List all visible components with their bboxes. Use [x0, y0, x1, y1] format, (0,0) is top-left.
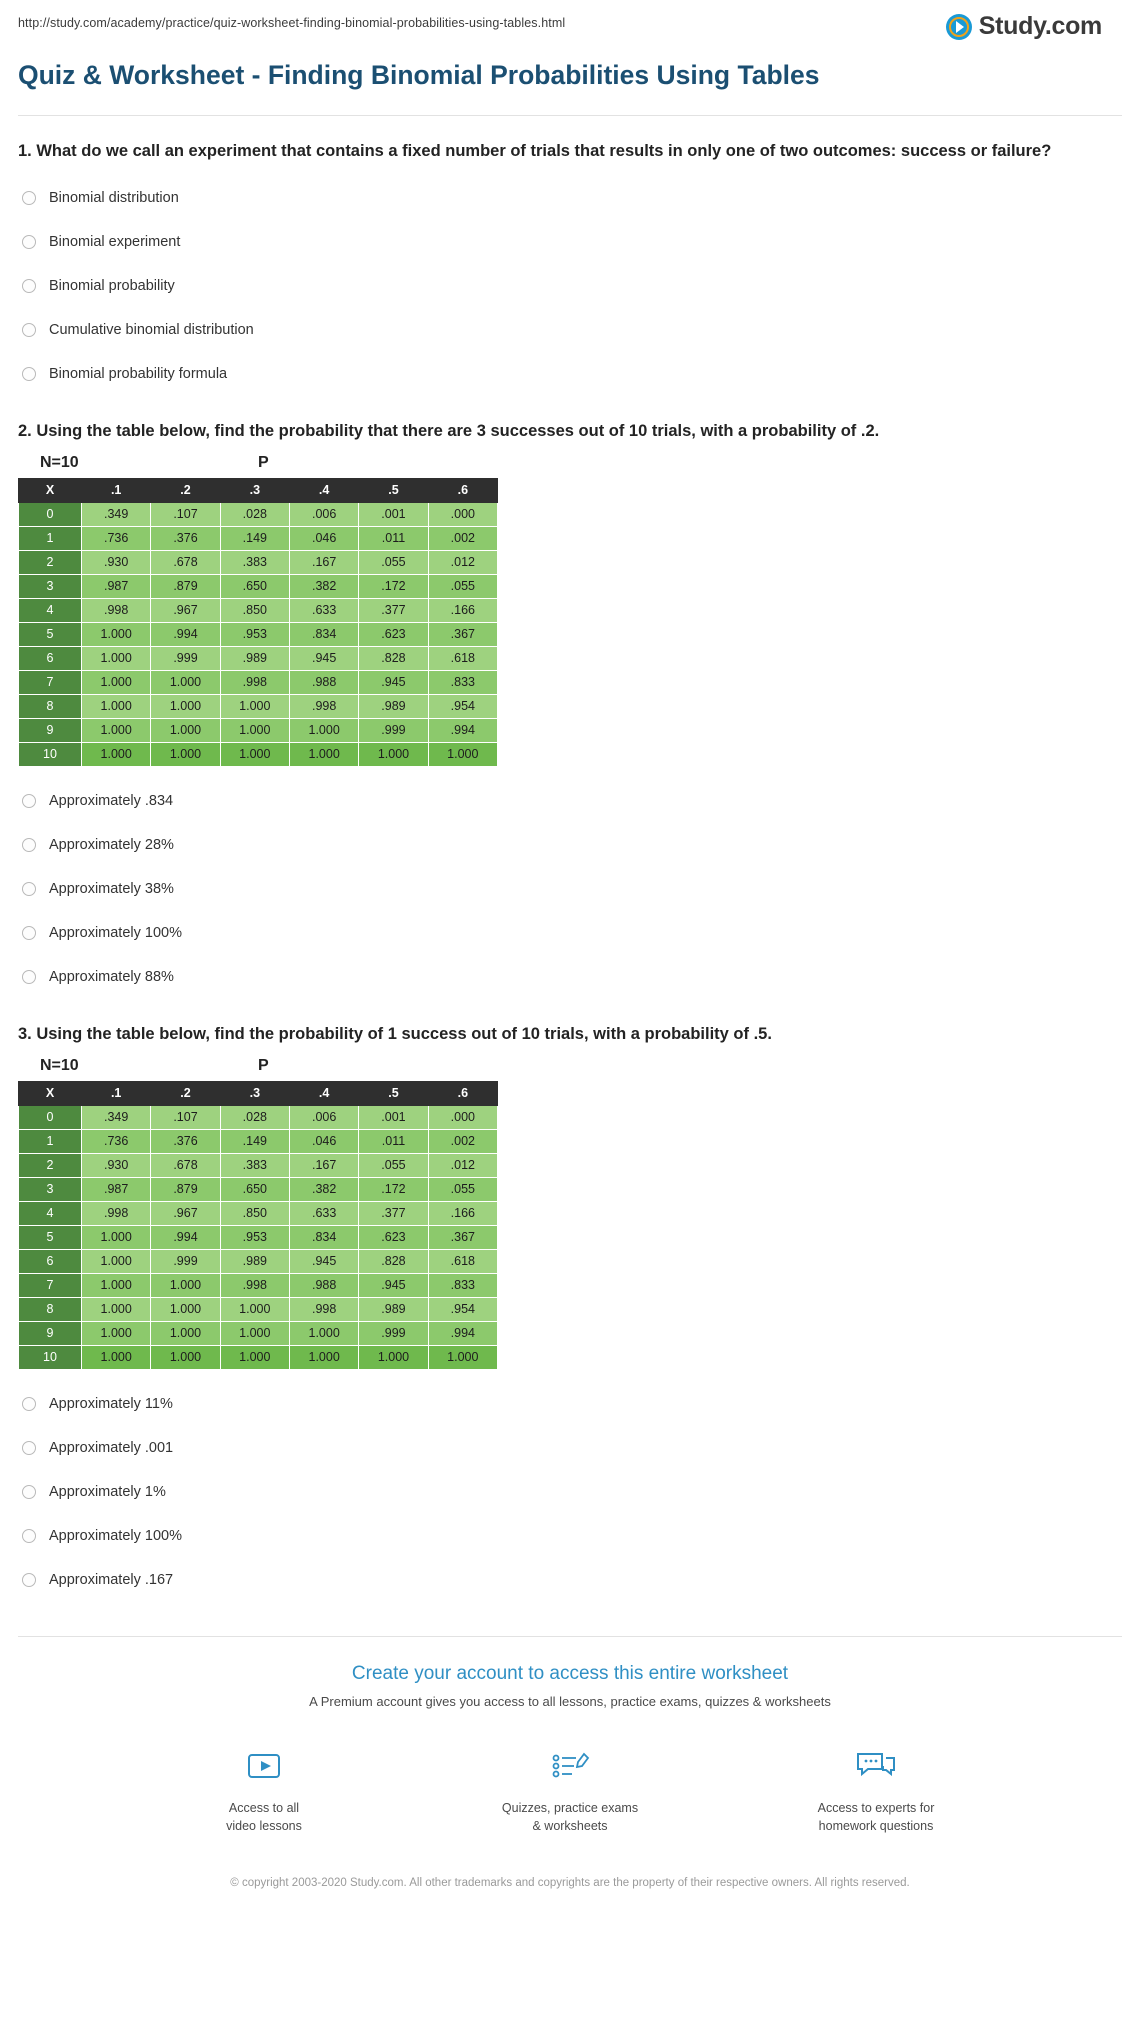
option-label: Approximately .001 [49, 1439, 174, 1456]
table-cell-value: .850 [220, 1201, 289, 1225]
table-cell-value: .046 [289, 1129, 358, 1153]
table-cell-value: .834 [289, 1225, 358, 1249]
promo-caption: Access to experts for homework questions [817, 1800, 935, 1833]
table-cell-value: 1.000 [82, 1321, 151, 1345]
table-cell-value: 1.000 [82, 718, 151, 742]
table-cell-value: .383 [220, 550, 289, 574]
table-cell-value: .167 [289, 1153, 358, 1177]
question-3 [18, 1023, 1122, 1602]
table-cell-value: .945 [359, 670, 428, 694]
question-1 [18, 140, 1122, 396]
table-cell-value: 1.000 [428, 1345, 497, 1369]
binomial-probability-table [18, 1081, 498, 1370]
table-body [19, 502, 498, 766]
table-cell-value: .377 [359, 1201, 428, 1225]
table-cell-x: 1 [19, 1129, 82, 1153]
column-header: .5 [359, 478, 428, 502]
table-cell-value: .650 [220, 574, 289, 598]
table-cell-x: 4 [19, 1201, 82, 1225]
table-cell-value: .989 [359, 694, 428, 718]
table-cell-x: 10 [19, 742, 82, 766]
promo-title[interactable]: Create your account to access this entire worksheet [351, 1662, 789, 1684]
table-cell-value: 1.000 [82, 694, 151, 718]
table-cell-value: 1.000 [151, 1273, 220, 1297]
table-cell-x: 0 [19, 1105, 82, 1129]
table-cell-value: 1.000 [82, 622, 151, 646]
radio-button-icon[interactable] [22, 838, 36, 852]
binomial-probability-table [18, 478, 498, 767]
option-row[interactable] [18, 867, 1122, 911]
promo-section [18, 1636, 1122, 1835]
table-cell-value: .000 [428, 1105, 497, 1129]
table-cell-value: 1.000 [151, 1345, 220, 1369]
table-cell-value: .383 [220, 1153, 289, 1177]
table-cell-value: .349 [82, 502, 151, 526]
column-header: .4 [289, 1081, 358, 1105]
table-cell-value: .999 [151, 1249, 220, 1273]
table-cell-value: .828 [359, 646, 428, 670]
table-cell-value: .998 [220, 1273, 289, 1297]
table-cell-value: .988 [289, 670, 358, 694]
option-label: Approximately 11% [49, 1395, 173, 1412]
table-cell-value: .001 [359, 502, 428, 526]
table-row [19, 1177, 498, 1201]
radio-button-icon[interactable] [22, 1573, 36, 1587]
page-title: Quiz & Worksheet - Finding Binomial Probabilities Using Tables [18, 60, 820, 90]
table-cell-value: .046 [289, 526, 358, 550]
answer-options [18, 176, 1122, 396]
table-cell-value: .834 [289, 622, 358, 646]
table-cell-value: .012 [428, 1153, 497, 1177]
table-cell-x: 4 [19, 598, 82, 622]
promo-subtitle: A Premium account gives you access to all lessons, practice exams, quizzes & worksheets [309, 1693, 831, 1709]
play-circle-icon [946, 14, 972, 40]
radio-button-icon[interactable] [22, 1441, 36, 1455]
option-label: Binomial distribution [49, 189, 179, 206]
column-header: .1 [82, 1081, 151, 1105]
table-cell-value: .166 [428, 598, 497, 622]
browser-header [18, 0, 1122, 41]
table-cell-x: 10 [19, 1345, 82, 1369]
table-cell-value: .107 [151, 502, 220, 526]
table-cell-value: .954 [428, 1297, 497, 1321]
table-cell-x: 8 [19, 694, 82, 718]
table-cell-value: .678 [151, 550, 220, 574]
table-cell-value: .994 [151, 1225, 220, 1249]
brand-name: Study.com [978, 12, 1102, 40]
table-cell-value: .994 [428, 1321, 497, 1345]
table-row [19, 718, 498, 742]
table-cell-value: 1.000 [289, 1321, 358, 1345]
table-cell-value: 1.000 [82, 1225, 151, 1249]
column-header: .6 [428, 1081, 497, 1105]
table-cell-value: .736 [82, 526, 151, 550]
table-row [19, 1225, 498, 1249]
option-label: Binomial probability formula [49, 365, 228, 382]
radio-button-icon[interactable] [22, 882, 36, 896]
table-cell-value: 1.000 [220, 1297, 289, 1321]
answer-options [18, 1382, 1122, 1602]
option-label: Approximately 100% [49, 1527, 182, 1544]
table-cell-value: .001 [359, 1105, 428, 1129]
table-header-row [19, 1081, 498, 1105]
table-row [19, 1321, 498, 1345]
column-header: .1 [82, 478, 151, 502]
table-row [19, 1129, 498, 1153]
option-row[interactable] [18, 955, 1122, 999]
option-label: Binomial experiment [49, 233, 181, 250]
option-label: Approximately 28% [49, 836, 174, 853]
table-cell-value: .377 [359, 598, 428, 622]
table-cell-value: .055 [359, 550, 428, 574]
table-cell-value: .028 [220, 502, 289, 526]
table-cell-x: 2 [19, 550, 82, 574]
table-cell-value: .998 [289, 694, 358, 718]
table-cell-value: .954 [428, 694, 497, 718]
table-cell-value: .930 [82, 550, 151, 574]
table-cell-value: 1.000 [82, 1249, 151, 1273]
table-cell-value: .999 [359, 1321, 428, 1345]
column-header: .3 [220, 1081, 289, 1105]
table-cell-x: 7 [19, 1273, 82, 1297]
table-cell-x: 1 [19, 526, 82, 550]
table-cell-value: 1.000 [82, 1297, 151, 1321]
table-cell-value: 1.000 [220, 1345, 289, 1369]
column-header: .2 [151, 1081, 220, 1105]
table-cell-value: .833 [428, 670, 497, 694]
table-row [19, 646, 498, 670]
table-cell-value: .002 [428, 526, 497, 550]
table-cell-x: 3 [19, 1177, 82, 1201]
site-logo[interactable] [946, 12, 1122, 41]
table-cell-value: .006 [289, 1105, 358, 1129]
table-cell-value: .999 [359, 718, 428, 742]
table-cell-value: .376 [151, 1129, 220, 1153]
table-cell-x: 9 [19, 718, 82, 742]
table-cell-x: 5 [19, 1225, 82, 1249]
table-row [19, 694, 498, 718]
table-cell-value: 1.000 [151, 718, 220, 742]
table-cell-value: 1.000 [289, 1345, 358, 1369]
binomial-table-1 [18, 454, 1122, 767]
table-cell-value: .833 [428, 1273, 497, 1297]
table-cell-value: 1.000 [359, 742, 428, 766]
table-cell-value: .172 [359, 1177, 428, 1201]
option-label: Approximately 38% [49, 880, 174, 897]
table-cell-value: .989 [220, 1249, 289, 1273]
promo-benefit [781, 1743, 971, 1835]
question-text: 1. What do we call an experiment that contains a fixed number of trials that results in only one of two outcomes: success or failure? [18, 141, 1052, 160]
table-cell-value: .998 [82, 598, 151, 622]
option-row[interactable] [18, 1514, 1122, 1558]
table-cell-value: .994 [151, 622, 220, 646]
table-axis-labels [18, 1057, 1122, 1081]
table-row [19, 670, 498, 694]
table-cell-value: .879 [151, 574, 220, 598]
column-header-x: X [19, 1081, 82, 1105]
table-cell-value: .055 [428, 1177, 497, 1201]
column-header: .2 [151, 478, 220, 502]
table-cell-value: 1.000 [151, 1321, 220, 1345]
table-cell-value: .850 [220, 598, 289, 622]
table-axis-labels [18, 454, 1122, 478]
table-cell-value: .028 [220, 1105, 289, 1129]
table-cell-value: 1.000 [289, 742, 358, 766]
table-cell-value: .736 [82, 1129, 151, 1153]
table-cell-value: .678 [151, 1153, 220, 1177]
table-row [19, 550, 498, 574]
option-row[interactable] [18, 176, 1122, 220]
promo-benefits [18, 1743, 1122, 1835]
table-cell-value: .349 [82, 1105, 151, 1129]
option-label: Approximately .167 [49, 1571, 174, 1588]
option-row[interactable] [18, 308, 1122, 352]
video-play-icon [169, 1743, 359, 1789]
table-cell-value: 1.000 [82, 1345, 151, 1369]
promo-benefit [169, 1743, 359, 1835]
table-header-row [19, 478, 498, 502]
table-row [19, 622, 498, 646]
column-header: .4 [289, 478, 358, 502]
option-row[interactable] [18, 220, 1122, 264]
question-2 [18, 420, 1122, 999]
table-cell-value: 1.000 [359, 1345, 428, 1369]
table-cell-value: .633 [289, 598, 358, 622]
table-cell-value: .998 [289, 1297, 358, 1321]
table-cell-x: 6 [19, 646, 82, 670]
table-cell-value: .149 [220, 526, 289, 550]
table-cell-value: .650 [220, 1177, 289, 1201]
table-cell-value: 1.000 [220, 742, 289, 766]
column-header: .6 [428, 478, 497, 502]
table-cell-value: .953 [220, 622, 289, 646]
table-cell-value: .172 [359, 574, 428, 598]
n-label: N=10 [40, 1056, 79, 1074]
table-cell-value: 1.000 [220, 1321, 289, 1345]
table-cell-value: 1.000 [82, 1273, 151, 1297]
n-label: N=10 [40, 453, 79, 471]
quiz-pencil-icon [475, 1743, 665, 1789]
table-row [19, 1105, 498, 1129]
option-row[interactable] [18, 823, 1122, 867]
option-label: Approximately 88% [49, 968, 174, 985]
option-row[interactable] [18, 352, 1122, 396]
table-cell-value: .012 [428, 550, 497, 574]
table-cell-value: .967 [151, 1201, 220, 1225]
table-row [19, 574, 498, 598]
table-cell-value: .879 [151, 1177, 220, 1201]
radio-button-icon[interactable] [22, 191, 36, 205]
table-cell-value: .149 [220, 1129, 289, 1153]
table-header [19, 478, 498, 502]
table-cell-value: .633 [289, 1201, 358, 1225]
table-cell-value: .011 [359, 526, 428, 550]
table-cell-value: .998 [220, 670, 289, 694]
table-cell-x: 5 [19, 622, 82, 646]
table-row [19, 598, 498, 622]
table-cell-value: .382 [289, 574, 358, 598]
question-text: 2. Using the table below, find the probability that there are 3 successes out of 10 trials, with a probability of .2. [18, 421, 880, 440]
copyright-text: © copyright 2003-2020 Study.com. All other trademarks and copyrights are the property of their respective owners. All rights reserved. [230, 1876, 910, 1889]
table-cell-value: .930 [82, 1153, 151, 1177]
option-row[interactable] [18, 911, 1122, 955]
table-cell-value: .367 [428, 1225, 497, 1249]
radio-button-icon[interactable] [22, 1485, 36, 1499]
table-cell-value: .989 [220, 646, 289, 670]
table-cell-value: .828 [359, 1249, 428, 1273]
table-cell-value: .623 [359, 622, 428, 646]
table-row [19, 742, 498, 766]
radio-button-icon[interactable] [22, 1397, 36, 1411]
table-cell-x: 2 [19, 1153, 82, 1177]
table-cell-value: 1.000 [220, 694, 289, 718]
table-cell-value: .167 [289, 550, 358, 574]
table-cell-value: 1.000 [151, 670, 220, 694]
column-header: .3 [220, 478, 289, 502]
table-cell-value: 1.000 [82, 670, 151, 694]
table-cell-value: .002 [428, 1129, 497, 1153]
radio-button-icon[interactable] [22, 794, 36, 808]
table-cell-value: 1.000 [82, 742, 151, 766]
option-row[interactable] [18, 1426, 1122, 1470]
table-cell-value: .987 [82, 1177, 151, 1201]
table-row [19, 1297, 498, 1321]
table-cell-value: 1.000 [151, 694, 220, 718]
table-cell-value: .166 [428, 1201, 497, 1225]
table-cell-value: .618 [428, 646, 497, 670]
radio-button-icon[interactable] [22, 970, 36, 984]
table-cell-value: 1.000 [151, 1297, 220, 1321]
table-cell-value: .989 [359, 1297, 428, 1321]
option-row[interactable] [18, 1382, 1122, 1426]
radio-button-icon[interactable] [22, 926, 36, 940]
table-cell-value: 1.000 [428, 742, 497, 766]
table-cell-value: 1.000 [220, 718, 289, 742]
table-cell-value: 1.000 [289, 718, 358, 742]
option-label: Approximately 100% [49, 924, 182, 941]
option-row[interactable] [18, 1558, 1122, 1602]
table-cell-value: .055 [428, 574, 497, 598]
column-header: .5 [359, 1081, 428, 1105]
table-cell-value: .618 [428, 1249, 497, 1273]
p-label: P [258, 1056, 269, 1074]
table-cell-value: .376 [151, 526, 220, 550]
option-row[interactable] [18, 1470, 1122, 1514]
promo-caption: Quizzes, practice exams & worksheets [501, 1800, 639, 1833]
promo-benefit [475, 1743, 665, 1835]
table-cell-value: .987 [82, 574, 151, 598]
table-cell-value: .367 [428, 622, 497, 646]
question-text: 3. Using the table below, find the probability of 1 success out of 10 trials, with a probability of .5. [18, 1024, 772, 1043]
table-cell-value: 1.000 [151, 742, 220, 766]
promo-caption: Access to all video lessons [226, 1800, 302, 1833]
column-header-x: X [19, 478, 82, 502]
table-row [19, 1273, 498, 1297]
table-cell-value: .967 [151, 598, 220, 622]
table-cell-value: .055 [359, 1153, 428, 1177]
table-cell-value: .999 [151, 646, 220, 670]
table-cell-value: 1.000 [82, 646, 151, 670]
table-row [19, 526, 498, 550]
answer-options [18, 779, 1122, 999]
table-cell-x: 9 [19, 1321, 82, 1345]
table-cell-x: 8 [19, 1297, 82, 1321]
page-url: http://study.com/academy/practice/quiz-worksheet-finding-binomial-probabilities-using-tables.html [18, 16, 566, 30]
radio-button-icon[interactable] [22, 279, 36, 293]
table-cell-value: .953 [220, 1225, 289, 1249]
table-cell-value: .945 [289, 1249, 358, 1273]
table-cell-value: .623 [359, 1225, 428, 1249]
table-cell-value: .000 [428, 502, 497, 526]
option-row[interactable] [18, 264, 1122, 308]
option-label: Approximately .834 [49, 792, 174, 809]
table-cell-x: 0 [19, 502, 82, 526]
table-row [19, 1345, 498, 1369]
table-row [19, 1201, 498, 1225]
option-row[interactable] [18, 779, 1122, 823]
table-row [19, 502, 498, 526]
table-cell-value: .998 [82, 1201, 151, 1225]
option-label: Binomial probability [49, 277, 175, 294]
table-cell-value: .006 [289, 502, 358, 526]
table-cell-value: .945 [289, 646, 358, 670]
table-cell-x: 7 [19, 670, 82, 694]
radio-button-icon[interactable] [22, 323, 36, 337]
table-row [19, 1249, 498, 1273]
chat-bubble-icon [781, 1743, 971, 1789]
option-label: Cumulative binomial distribution [49, 321, 254, 338]
table-body [19, 1105, 498, 1369]
option-label: Approximately 1% [49, 1483, 166, 1500]
table-cell-value: .988 [289, 1273, 358, 1297]
table-header [19, 1081, 498, 1105]
table-cell-value: .994 [428, 718, 497, 742]
table-cell-value: .107 [151, 1105, 220, 1129]
binomial-table-2 [18, 1057, 1122, 1370]
table-row [19, 1153, 498, 1177]
p-label: P [258, 453, 269, 471]
table-cell-value: .382 [289, 1177, 358, 1201]
title-divider [18, 115, 1122, 116]
table-cell-value: .945 [359, 1273, 428, 1297]
table-cell-x: 3 [19, 574, 82, 598]
radio-button-icon[interactable] [22, 367, 36, 381]
table-cell-x: 6 [19, 1249, 82, 1273]
radio-button-icon[interactable] [22, 1529, 36, 1543]
table-cell-value: .011 [359, 1129, 428, 1153]
radio-button-icon[interactable] [22, 235, 36, 249]
